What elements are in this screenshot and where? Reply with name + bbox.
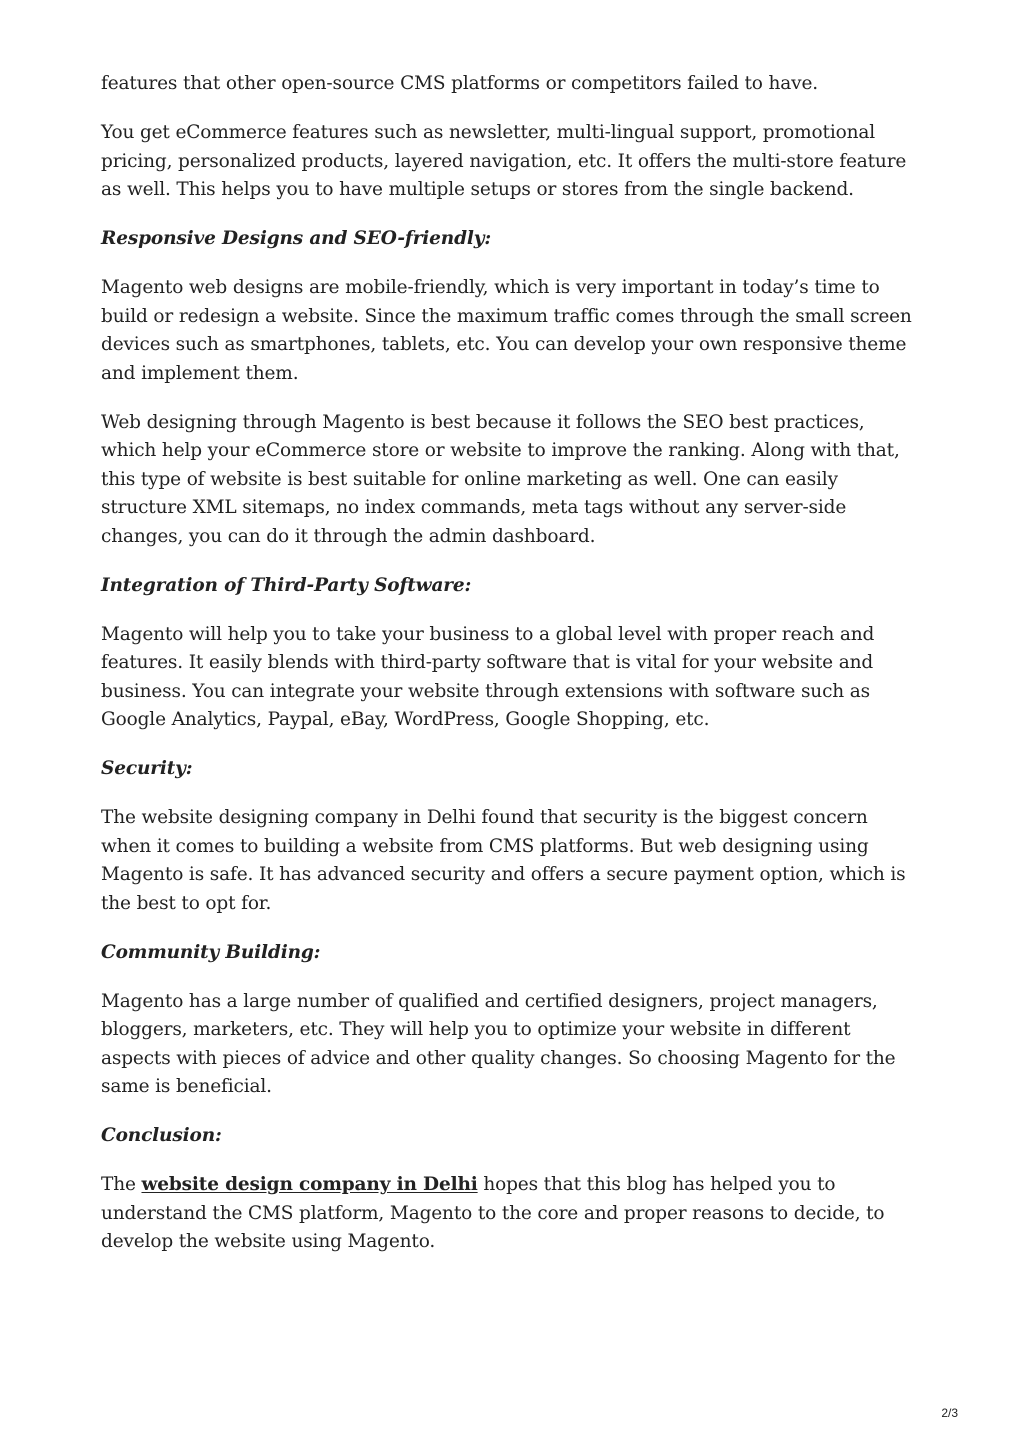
paragraph-seo-practices: Web designing through Magento is best because it follows the SEO best practices, which help your eCommerce store or website to improve the ranking. Along with that, this type of website is best suitable for online marketing as well. One can easily structure XML sitemaps, no index commands, meta tags without any server-side changes, you can do it through the admin dashboard. xyxy=(101,411,900,547)
heading-responsive-designs: Responsive Designs and SEO-friendly: xyxy=(101,228,492,249)
paragraph-third-party-software: Magento will help you to take your business to a global level with proper reach and features. It easily blends with third-party software that is vital for your website and business. You can integrate your website through extensions with software such as Google Analytics, Paypal, eBay, WordPress, Google Shopping, etc. xyxy=(101,623,875,730)
heading-security: Security: xyxy=(101,758,193,779)
heading-community-building: Community Building: xyxy=(101,941,321,963)
page-number: 2/3 xyxy=(941,1406,958,1420)
conclusion-text-after: hopes that this blog has helped you to understand the CMS platform, Magento to the core and proper reasons to decide, to develop the website using Magento. xyxy=(101,1174,885,1252)
paragraph-security: The website designing company in Delhi found that security is the biggest concern when it comes to building a website from CMS platforms. But web designing using Magento is safe. It has advanced security and offers a secure payment option, which is the best to opt for. xyxy=(101,807,906,914)
website-design-company-link[interactable]: website design company in Delhi xyxy=(141,1174,478,1195)
paragraph-mobile-friendly: Magento web designs are mobile-friendly, which is very important in today’s time to build or redesign a website. Since the maximum traffic comes through the small screen devices such as smartphones, tablets, etc. You can develop your own responsive theme and implement them. xyxy=(101,277,912,384)
heading-conclusion: Conclusion: xyxy=(101,1125,222,1146)
paragraph-conclusion xyxy=(101,1171,923,1257)
conclusion-text-before: The xyxy=(101,1174,142,1195)
paragraph-community: Magento has a large number of qualified and certified designers, project managers, bloggers, marketers, etc. They will help you to optimize your website in different aspects with pieces of advice and other quality changes. So choosing Magento for the same is beneficial. xyxy=(101,990,896,1097)
heading-third-party-integration: Integration of Third-Party Software: xyxy=(101,574,472,596)
article-body xyxy=(101,70,923,1277)
paragraph-ecommerce-features: You get eCommerce features such as newsletter, multi-lingual support, promotional pricing, personalized products, layered navigation, etc. It offers the multi-store feature as well. This helps you to have multiple setups or stores from the single backend. xyxy=(101,122,907,200)
paragraph-cms-features: features that other open-source CMS platforms or competitors failed to have. xyxy=(101,73,818,94)
